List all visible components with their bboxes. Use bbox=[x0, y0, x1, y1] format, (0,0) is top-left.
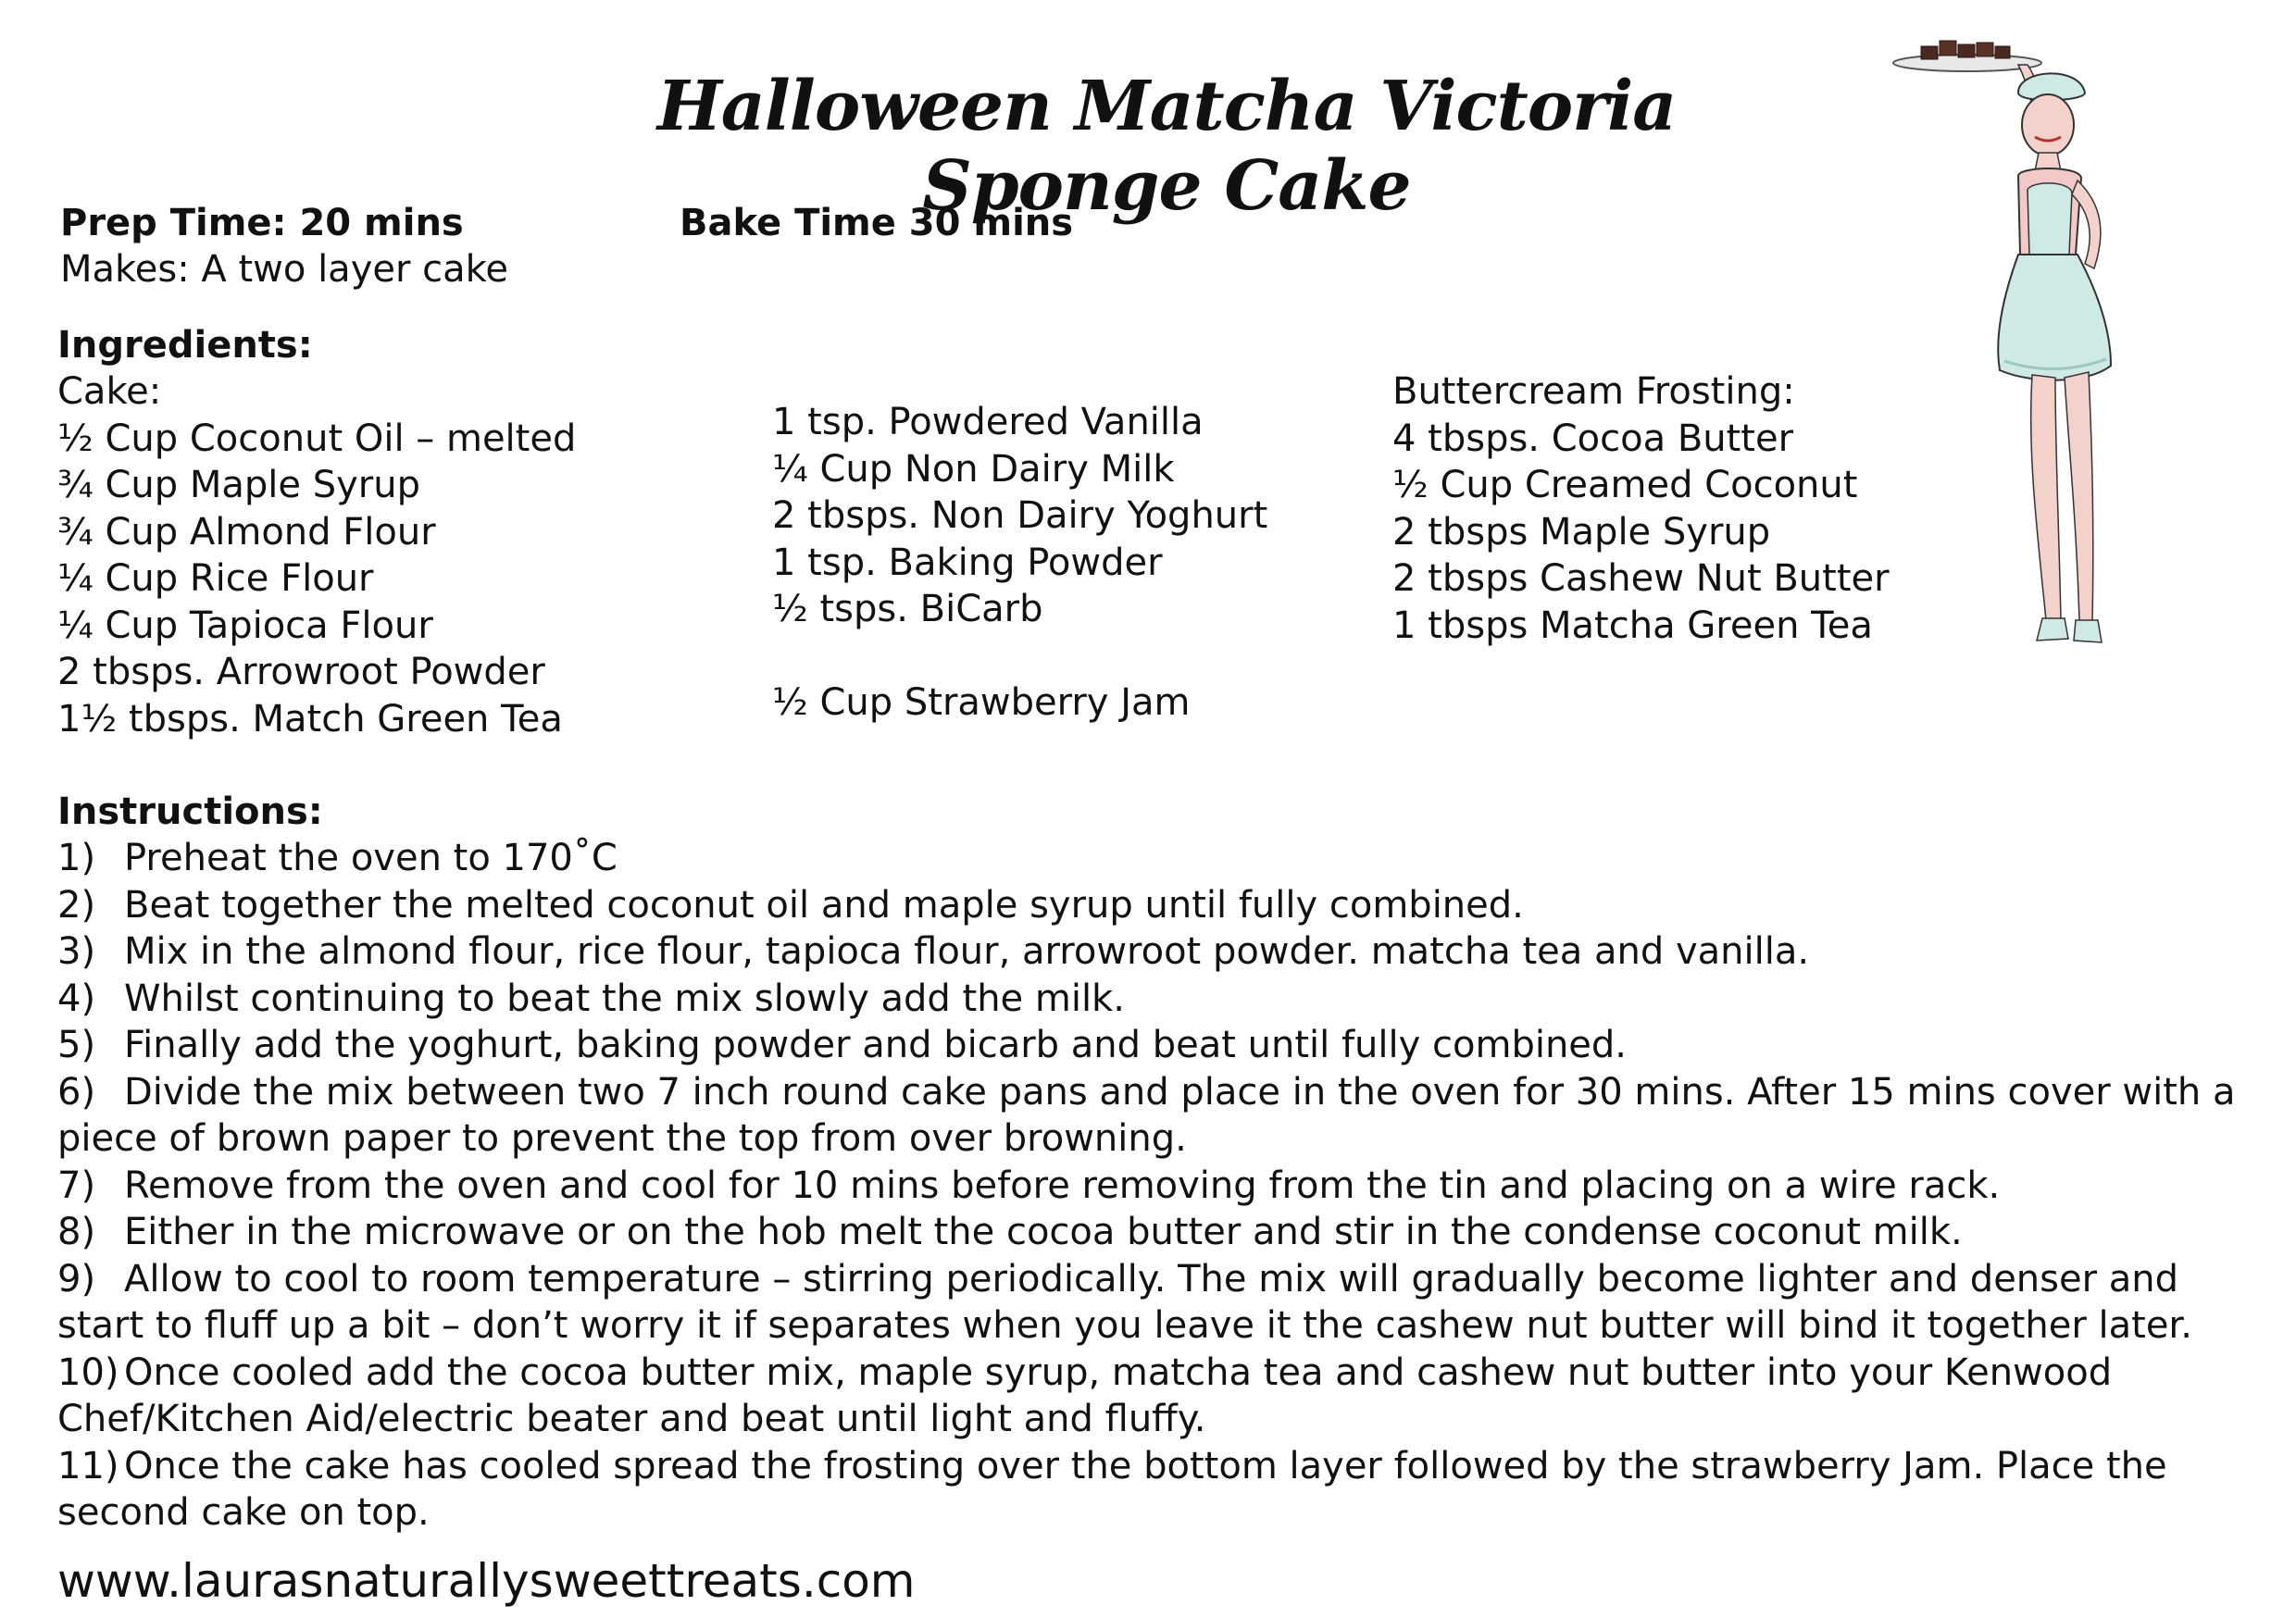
step-text: Mix in the almond flour, rice flour, tapioca flour, arrowroot powder. matcha tea and vanilla. bbox=[124, 930, 1810, 973]
instruction-step bbox=[57, 928, 2261, 976]
ingredient-line: ¾ Cup Almond Flour bbox=[57, 510, 436, 554]
step-text: Remove from the oven and cool for 10 mins before removing from the tin and placing on a wire rack. bbox=[124, 1164, 2001, 1207]
ingredients-heading: Ingredients: bbox=[57, 324, 313, 367]
ingredient-line: ¾ Cup Maple Syrup bbox=[57, 464, 420, 506]
instruction-step bbox=[57, 1069, 2261, 1163]
step-number: 2) bbox=[57, 883, 96, 927]
step-number: 4) bbox=[57, 977, 96, 1020]
step-number: 8) bbox=[57, 1211, 96, 1253]
step-number: 6) bbox=[57, 1070, 96, 1114]
step-number: 9) bbox=[57, 1257, 96, 1301]
step-text: Once the cake has cooled spread the frosting over the bottom layer followed by the strawberry Jam. Place the second cake on top. bbox=[57, 1444, 2167, 1534]
ingredient-line: 2 tbsps. Arrowroot Powder bbox=[57, 651, 545, 693]
ingredients-cake-column-2 bbox=[772, 399, 1267, 727]
step-text: Once cooled add the cocoa butter mix, maple syrup, matcha tea and cashew nut butter into your Kenwood Chef/Kitchen Aid/electric beater and beat until light and fluffy. bbox=[57, 1350, 2113, 1440]
ingredient-line: 2 tbsps. Non Dairy Yoghurt bbox=[772, 494, 1268, 537]
spacer bbox=[772, 633, 1267, 680]
instruction-step bbox=[57, 1022, 2261, 1069]
step-text: Beat together the melted coconut oil and maple syrup until fully combined. bbox=[124, 883, 1524, 927]
instruction-step bbox=[57, 976, 2261, 1023]
ingredient-line: 2 tbsps Maple Syrup bbox=[1392, 510, 1771, 554]
step-number: 11) bbox=[57, 1444, 119, 1487]
ingredient-line: 1½ tbsps. Match Green Tea bbox=[57, 697, 563, 741]
step-number: 1) bbox=[57, 837, 96, 879]
step-number: 3) bbox=[57, 930, 96, 973]
instructions-heading: Instructions: bbox=[57, 790, 323, 833]
ingredients-frosting-column bbox=[1392, 368, 1890, 649]
step-text: Whilst continuing to beat the mix slowly add the milk. bbox=[124, 977, 1125, 1020]
ingredient-line: ¼ Cup Non Dairy Milk bbox=[772, 447, 1175, 491]
ingredient-line: ½ Cup Coconut Oil – melted bbox=[57, 417, 577, 460]
recipe-title: Halloween Matcha Victoria Sponge Cake bbox=[656, 67, 1677, 226]
step-number: 10) bbox=[57, 1350, 119, 1394]
instruction-step bbox=[57, 1209, 2261, 1256]
website-url: www.laurasnaturallysweettreats.com bbox=[57, 1554, 916, 1608]
ingredient-line: ½ tsps. BiCarb bbox=[772, 588, 1043, 630]
instruction-step bbox=[57, 1256, 2261, 1350]
ingredient-line: ½ Cup Creamed Coconut bbox=[1392, 464, 1858, 506]
ingredient-line: 1 tsp. Baking Powder bbox=[772, 541, 1163, 584]
ingredients-cake-column bbox=[57, 368, 576, 742]
ingredient-line: ¼ Cup Rice Flour bbox=[57, 557, 374, 600]
ingredient-line: 1 tsp. Powdered Vanilla bbox=[772, 401, 1204, 443]
instruction-step bbox=[57, 1350, 2261, 1443]
step-text: Either in the microwave or on the hob melt the cocoa butter and stir in the condense coconut milk. bbox=[124, 1211, 1963, 1253]
ingredient-line: Cake: bbox=[57, 370, 162, 413]
instruction-step bbox=[57, 1443, 2261, 1537]
ingredient-line: 2 tbsps Cashew Nut Butter bbox=[1392, 557, 1890, 600]
ingredient-line: ¼ Cup Tapioca Flour bbox=[57, 604, 433, 647]
ingredient-line: 1 tbsps Matcha Green Tea bbox=[1392, 604, 1873, 647]
step-number: 7) bbox=[57, 1164, 96, 1207]
step-text: Finally add the yoghurt, baking powder and bicarb and beat until fully combined. bbox=[124, 1024, 1628, 1066]
instruction-step bbox=[57, 835, 2261, 882]
prep-time: Prep Time: 20 mins bbox=[60, 202, 464, 244]
instruction-step bbox=[57, 882, 2261, 929]
ingredient-line: 4 tbsps. Cocoa Butter bbox=[1392, 417, 1794, 460]
ingredient-line: Buttercream Frosting: bbox=[1392, 370, 1795, 413]
bake-time: Bake Time 30 mins bbox=[680, 202, 1074, 244]
instruction-step bbox=[57, 1163, 2261, 1210]
pinup-waitress-illustration bbox=[1879, 28, 2120, 713]
step-number: 5) bbox=[57, 1024, 96, 1066]
ingredient-line: ½ Cup Strawberry Jam bbox=[772, 681, 1191, 724]
step-text: Preheat the oven to 170˚C bbox=[124, 837, 618, 879]
makes-yield: Makes: A two layer cake bbox=[60, 248, 508, 291]
instructions-list bbox=[57, 835, 2261, 1537]
step-text: Allow to cool to room temperature – stirring periodically. The mix will gradually become lighter and denser and start to fluff up a bit – don’t worry it if separates when you leave it the cashew nut butter will bind it together later. bbox=[57, 1257, 2192, 1347]
step-text: Divide the mix between two 7 inch round cake pans and place in the oven for 30 mins. After 15 mins cover with a piece of brown paper to prevent the top from over browning. bbox=[57, 1070, 2236, 1160]
